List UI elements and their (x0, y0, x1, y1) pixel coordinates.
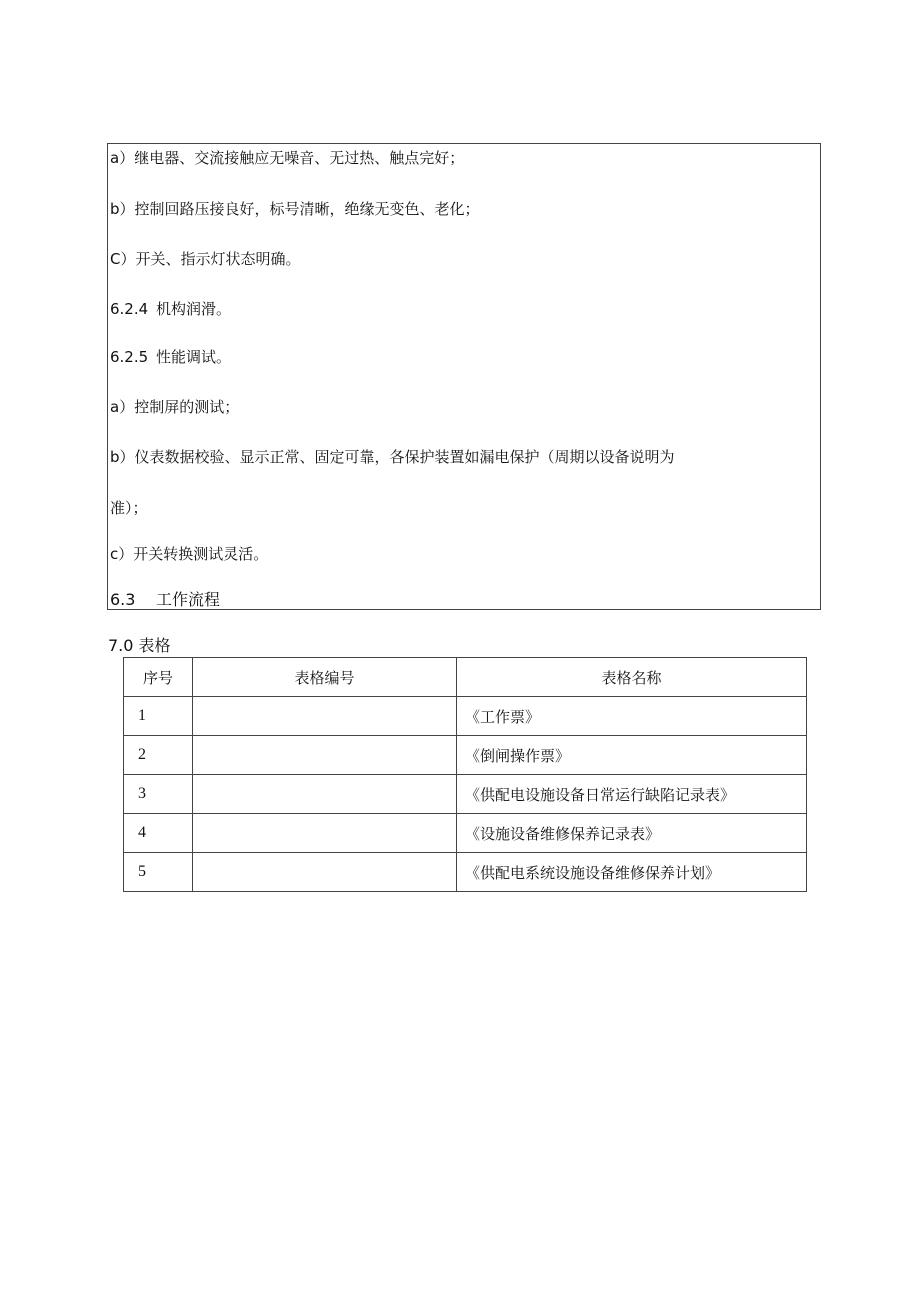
section-6-2-4 (110, 299, 231, 319)
item-relay-check: a）继电器、交流接触应无噪音、无过热、触点完好； (110, 149, 465, 167)
item-switch-indicator-check: C）开关、指示灯状态明确。 (110, 250, 301, 268)
section-heading: 机构润滑。 (156, 300, 232, 318)
header-seq: 序号 (124, 658, 193, 697)
section-number: 6.2.4 (110, 300, 149, 318)
cell-name: 《倒闸操作票》 (457, 736, 807, 775)
table-row (124, 853, 807, 892)
cell-name: 《设施设备维修保养记录表》 (457, 814, 807, 853)
section-6-2-5 (110, 347, 231, 367)
cell-seq: 5 (124, 853, 193, 892)
header-name: 表格名称 (457, 658, 807, 697)
table-row (124, 736, 807, 775)
item-control-circuit-check: b）控制回路压接良好，标号清晰，绝缘无变色、老化； (110, 200, 480, 218)
cell-name: 《供配电设施设备日常运行缺陷记录表》 (457, 775, 807, 814)
section-heading: 性能调试。 (156, 348, 232, 366)
forms-section-title: 7.0 表格 (108, 636, 171, 655)
section-number: 6.2.5 (110, 348, 149, 366)
item-switch-transfer-test: c）开关转换测试灵活。 (110, 545, 269, 563)
cell-name: 《供配电系统设施设备维修保养计划》 (457, 853, 807, 892)
table-header-row (124, 658, 807, 697)
cell-seq: 2 (124, 736, 193, 775)
section-heading: 工作流程 (156, 590, 221, 609)
cell-name: 《工作票》 (457, 697, 807, 736)
section-number: 6.3 (110, 590, 136, 609)
cell-code (193, 697, 457, 736)
cell-code (193, 775, 457, 814)
item-control-panel-test: a）控制屏的测试； (110, 398, 240, 416)
cell-code (193, 814, 457, 853)
table-row (124, 697, 807, 736)
item-instrument-calibration-cont: 准）； (110, 499, 148, 517)
forms-table (123, 657, 807, 892)
header-code: 表格编号 (193, 658, 457, 697)
cell-seq: 3 (124, 775, 193, 814)
table-row (124, 775, 807, 814)
table-row (124, 814, 807, 853)
section-6-3 (110, 590, 220, 610)
cell-code (193, 736, 457, 775)
maintenance-content-box (107, 143, 821, 610)
item-instrument-calibration: b）仪表数据校验、显示正常、固定可靠，各保护装置如漏电保护（周期以设备说明为 (110, 448, 675, 466)
cell-seq: 4 (124, 814, 193, 853)
cell-seq: 1 (124, 697, 193, 736)
cell-code (193, 853, 457, 892)
